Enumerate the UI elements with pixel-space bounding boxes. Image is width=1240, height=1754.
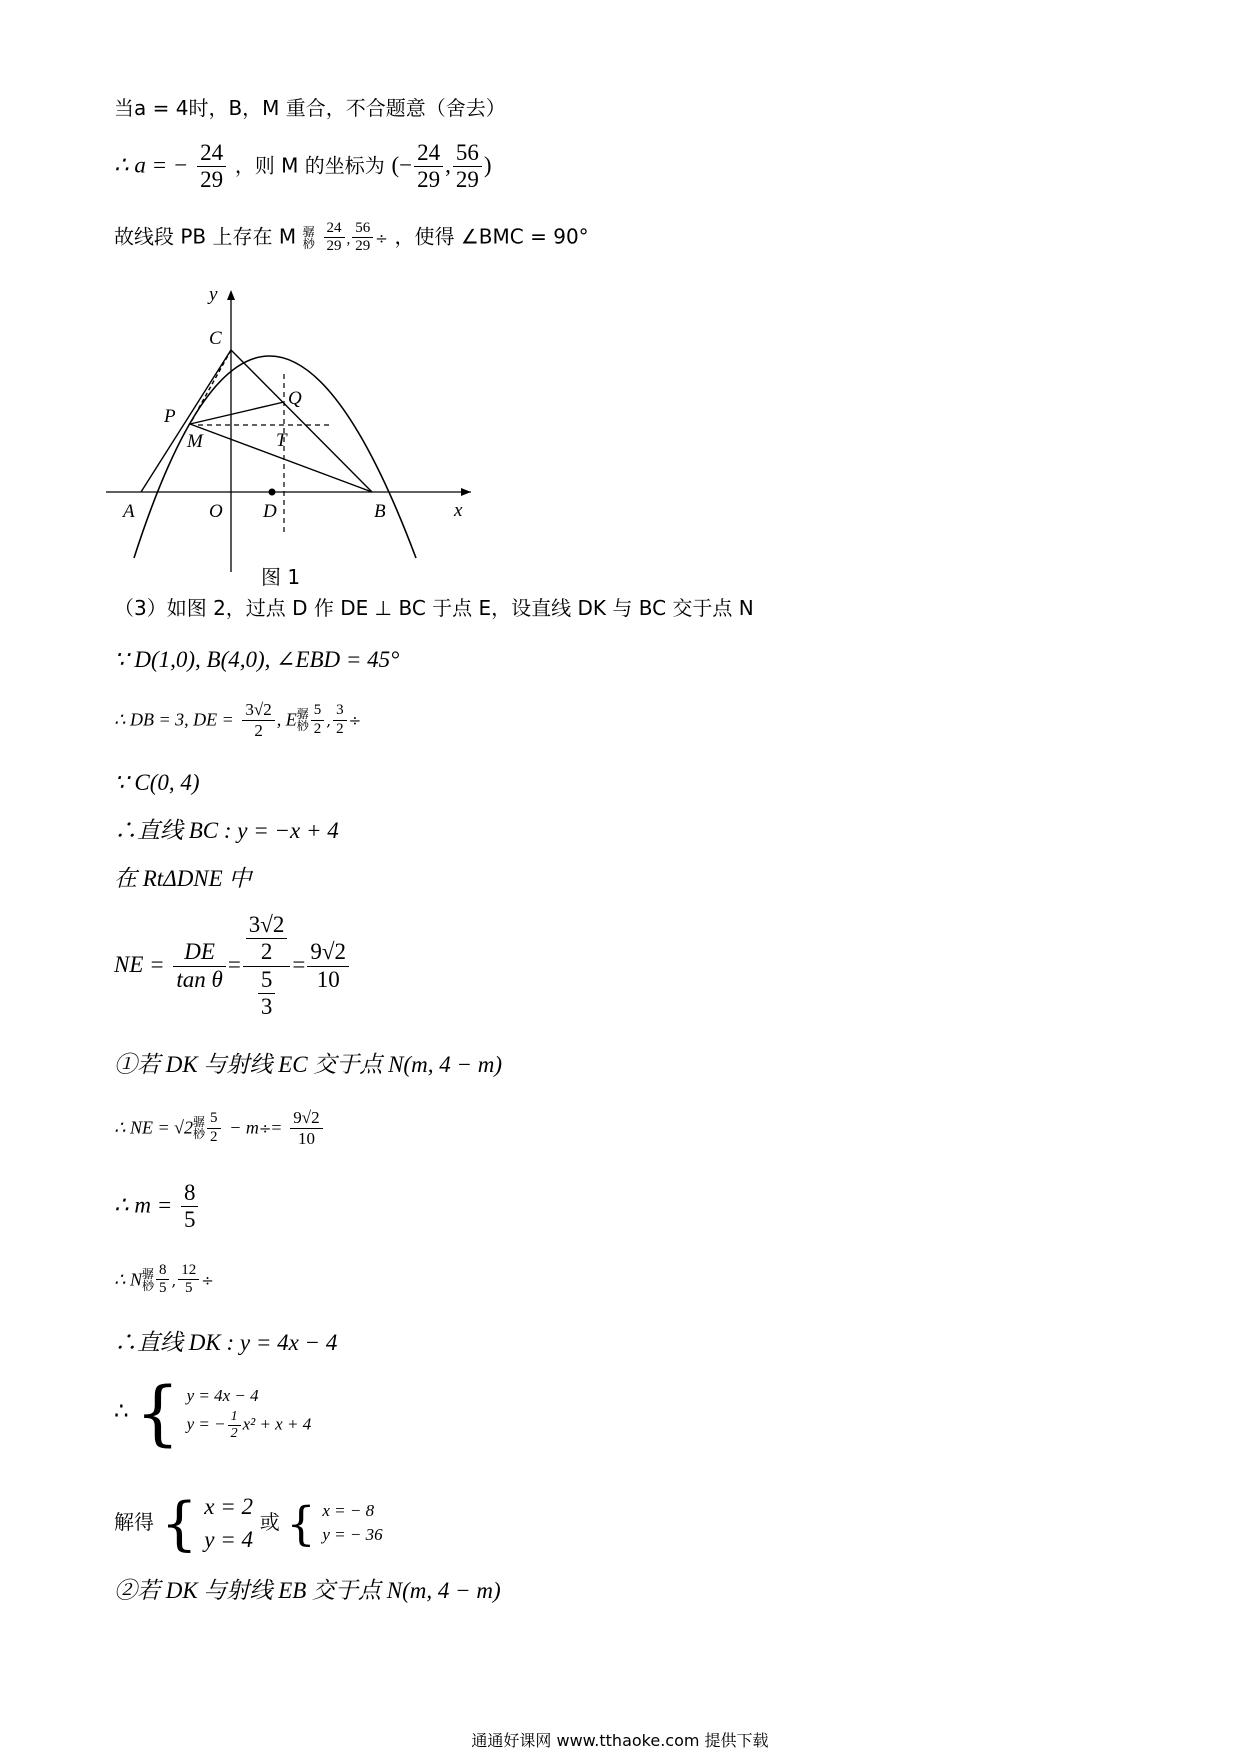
label-O: O: [209, 501, 223, 522]
figure-caption: 图 1: [261, 565, 301, 589]
text-line-11: [114, 1052, 502, 1078]
text-line-5: [114, 647, 399, 673]
line-math: ∵ C(0, 4): [114, 770, 200, 795]
line-math: ∵ D(1,0), B(4,0), ∠EBD = 45°: [114, 647, 400, 672]
therefore: ∴: [114, 1398, 129, 1424]
line-math: ∴ N: [114, 1269, 142, 1290]
page-footer: 通通好课网 www.tthaoke.com 提供下载: [471, 1731, 769, 1750]
point-D: [269, 489, 276, 496]
label-x: x: [454, 500, 463, 521]
line-text: 当a = 4时，B，M 重合，不合题意（舍去）: [114, 96, 506, 120]
text-line-2: ∴ a = − $\frac{24}{29}$ ，则 M 的坐标为 (− $\frac{24}{29}$ , $\frac{56}{29}$ ): [114, 140, 492, 193]
text-line-14: ∴ N骣 桫 $\frac{8}{5}$ , $\frac{12}{5}$ ÷: [114, 1262, 214, 1297]
text-line-6: ∴ DB = 3, DE = $\frac{3√2}{2}$ , E骣 桫 $\frac{5}{2}$ , $\frac{3}{2}$ ÷: [114, 700, 362, 740]
line-math: 在 RtΔDNE 中: [114, 866, 252, 891]
fraction: $\frac{24}{29}$: [414, 140, 443, 194]
text-line-8: [114, 818, 339, 844]
fraction: $\frac{8}{5}$: [156, 1262, 170, 1298]
segment-MQ: [190, 402, 284, 424]
label-M: M: [187, 431, 203, 452]
text-line-1: [114, 96, 506, 120]
text-line-16: ∴ { y = 4x − 4 y = − $\frac{1}{2}$ x² + x + 4: [114, 1372, 312, 1454]
glyph-artifact: 骣 桫: [302, 224, 315, 251]
fraction: $\frac{24}{29}$: [197, 140, 226, 194]
line-math: ∴直线 DK : y = 4x − 4: [114, 1330, 338, 1355]
text-line-12: ∴ NE = √2骣 桫 $\frac{5}{2}$ − m÷= $\frac{9√2}{10}$: [114, 1108, 325, 1148]
segment-AC: [141, 350, 231, 492]
label-y: y: [209, 284, 218, 305]
fraction: $\frac{3√2}{2}$: [242, 700, 274, 740]
glyph-artifact: 骣 桫: [141, 1266, 154, 1293]
glyph-artifact: 骣 桫: [192, 1115, 205, 1142]
fraction: $\frac{24}{29}$: [324, 220, 345, 256]
fraction: $\frac{9√2}{10}$: [290, 1108, 322, 1148]
fraction: $\frac{9√2}{10}$: [307, 939, 349, 993]
label-Q: Q: [288, 388, 302, 409]
fraction: $\frac{8}{5}$: [181, 1180, 199, 1234]
fraction: $\frac{56}{29}$: [453, 140, 482, 194]
fraction: $\frac{12}{5}$: [178, 1262, 199, 1298]
fraction: $\frac{3}{2}$: [333, 702, 347, 738]
line-math: ∴ NE = √2: [114, 1117, 193, 1138]
compound-fraction: $\frac{\frac{3√2}{2}}{\frac{5}{3}}$: [243, 912, 291, 1021]
label-A: A: [123, 501, 135, 522]
figure-1: [106, 284, 486, 594]
line-math: ∴ m =: [114, 1192, 173, 1218]
fraction: $\frac{5}{2}$: [311, 702, 325, 738]
text-line-4: [114, 596, 754, 620]
line-math: ∴直线 BC : y = −x + 4: [114, 818, 339, 843]
text-line-7: [114, 770, 200, 796]
label-P: P: [164, 406, 176, 427]
text-line-9: [114, 866, 251, 892]
line-math: ②若 DK 与射线 EB 交于点 N(m, 4 − m): [114, 1578, 501, 1603]
line-text: 故线段 PB 上存在 M: [114, 224, 297, 249]
text-line-13: [114, 1180, 200, 1234]
line-text: ，则 M 的坐标为: [234, 153, 385, 178]
line-math: ①若 DK 与射线 EC 交于点 N(m, 4 − m): [114, 1052, 502, 1077]
text-line-18: [114, 1578, 501, 1604]
fraction: $\frac{56}{29}$: [352, 220, 373, 256]
label-B: B: [374, 501, 386, 522]
line-text: 解得: [114, 1509, 154, 1534]
line-math: ∴ DB = 3, DE =: [114, 709, 234, 730]
equation-system: y = 4x − 4 y = − $\frac{1}{2}$ x² + x + 4: [186, 1386, 312, 1441]
fraction: $\frac{DE}{\text{tan θ}}$: [173, 939, 225, 993]
parabola: [134, 356, 416, 558]
glyph-artifact: 骣 桫: [296, 707, 309, 734]
label-T: T: [276, 430, 287, 451]
label-D: D: [263, 501, 277, 522]
solution-1: x = 2 y = 4: [204, 1494, 254, 1553]
label-C: C: [209, 328, 222, 349]
text-line-10: NE = $\frac{DE}{\text{tan θ}}$ = $\frac{\frac{3√2}{2}}{\frac{5}{3}}$ = $\frac{9√2}{10}$: [114, 912, 351, 1021]
eq-lhs: NE =: [114, 951, 165, 977]
text-line-15: [114, 1330, 337, 1356]
segment-CM: [190, 350, 231, 424]
line-text: （3）如图 2，过点 D 作 DE ⊥ BC 于点 E，设直线 DK 与 BC 交于点 N: [114, 596, 754, 620]
eq-a-lhs: ∴ a = −: [114, 152, 189, 178]
fraction: $\frac{5}{2}$: [207, 1110, 221, 1146]
line-text: ，使得 ∠BMC = 90°: [394, 224, 589, 249]
text-line-17: 解得 { x = 2 y = 4 或 { x = − 8 y = − 36: [114, 1489, 383, 1558]
text-line-3: 故线段 PB 上存在 M 骣 桫 $\frac{24}{29}$ , $\frac{56}{29}$ ÷ ，使得 ∠BMC = 90°: [114, 220, 589, 255]
solution-2: x = − 8 y = − 36: [322, 1500, 383, 1545]
